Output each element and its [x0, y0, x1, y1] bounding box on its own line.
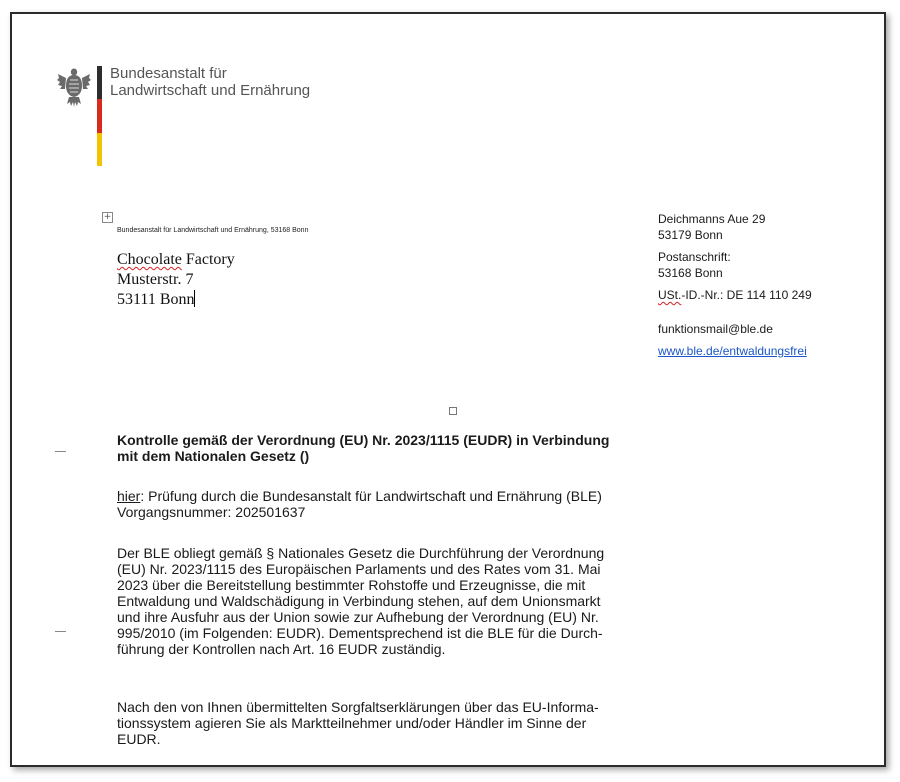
recipient-street: Musterstr. 7: [117, 271, 194, 288]
federal-flag-bar: [97, 66, 102, 166]
paragraph-1: Der BLE obliegt gemäß § Nationales Gesetz die Durchführung der Verordnung (EU) Nr. 2023/1115 des Europäischen Parlaments und des Rates vom 31. Mai 2023 über die Bereitstellung bestimmter Rohstoffe und Erzeugnisse, die mit Entwaldung und Waldschädigung in Verbindung stehen, auf dem Unionsmarkt und ihre Ausfuhr aus der Union sowie zur Aufhebung der Verordnung (EU) Nr. 995/2010 (im Folgenden: EUDR). Dementsprechend ist die BLE für die Durch- führung der Kontrollen nach Art. 16 EUDR zuständig.: [117, 545, 605, 657]
case-number: Vorgangsnummer: 202501637: [117, 504, 306, 520]
agency-name-line1: Bundesanstalt für: [110, 65, 227, 82]
document-page: [10, 12, 886, 767]
postal-city: 53168 Bonn: [658, 266, 723, 280]
sender-return-line: Bundesanstalt für Landwirtschaft und Ernährung, 53168 Bonn: [117, 227, 309, 234]
federal-eagle-icon: [56, 66, 92, 108]
fold-mark: [55, 631, 66, 632]
flag-red: [97, 99, 102, 132]
paragraph-2: Nach den von Ihnen übermittelten Sorgfaltserklärungen über das EU-Informa- tionssystem agieren Sie als Marktteilnehmer und/oder Händler im Sinne der EUDR.: [117, 699, 599, 747]
contact-city: 53179 Bonn: [658, 228, 723, 242]
vat-id: USt.-ID.-Nr.: DE 114 110 249: [658, 288, 812, 302]
recipient-company: Chocolate Factory: [117, 251, 235, 268]
postal-label: Postanschrift:: [658, 250, 731, 264]
agency-name-line2: Landwirtschaft und Ernährung: [110, 82, 311, 99]
table-move-handle-icon[interactable]: +: [103, 212, 112, 222]
flag-gold: [97, 133, 102, 166]
contact-email: funktionsmail@ble.de: [658, 322, 773, 336]
website-link[interactable]: www.ble.de/entwaldungsfrei: [658, 344, 807, 358]
flag-black: [97, 66, 102, 99]
fold-mark: [55, 451, 66, 452]
text-cursor: [194, 290, 195, 307]
agency-name: [110, 65, 310, 99]
reference-line: hier: Prüfung durch die Bundesanstalt für Landwirtschaft und Ernährung (BLE): [117, 488, 602, 504]
recipient-address[interactable]: [117, 250, 235, 310]
letter-subject: Kontrolle gemäß der Verordnung (EU) Nr. 2023/1115 (EUDR) in Verbindung mit dem Nationalen Gesetz (): [117, 432, 610, 464]
contact-street: Deichmanns Aue 29: [658, 212, 766, 226]
recipient-city: 53111 Bonn: [117, 291, 195, 308]
spellcheck-word: Chocolate: [117, 251, 182, 268]
contact-block: [658, 211, 812, 359]
reference-block: [117, 488, 637, 520]
paragraph-marker: [449, 407, 457, 415]
